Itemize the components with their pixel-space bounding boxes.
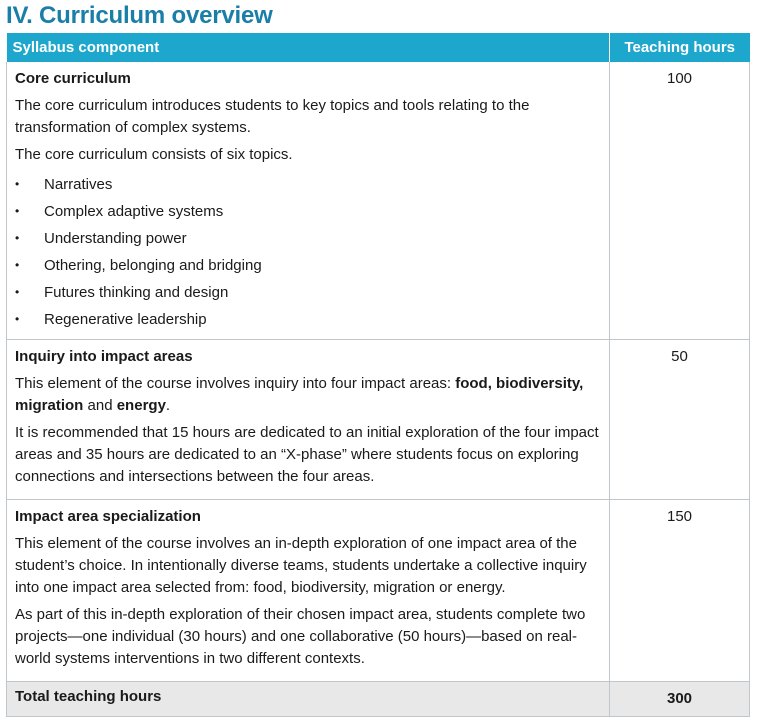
- inquiry-intro: This element of the course involves inquiry into four impact areas: food, biodiversity, migration and energy.: [15, 375, 584, 414]
- inquiry-recommendation: It is recommended that 15 hours are dedicated to an initial exploration of the four impact areas and 35 hours are dedicated to an “X-phase” where students focus on exploring connections and intersections between the four areas.: [15, 424, 599, 485]
- bullet-icon: •: [15, 258, 20, 272]
- bullet-icon: •: [15, 231, 20, 245]
- bullet-icon: •: [15, 312, 20, 326]
- list-item: • Othering, belonging and bridging: [15, 252, 601, 279]
- table-row-specialization: [7, 500, 750, 682]
- specialization-projects: As part of this in-depth exploration of their chosen impact area, students complete two projects—one individual (30 hours) and one collaborative (50 hours)—based on real-world systems interventions in two different contexts.: [15, 606, 586, 667]
- specialization-title: Impact area specialization: [15, 508, 201, 525]
- inquiry-title: Inquiry into impact areas: [15, 348, 193, 365]
- table-row-core-curriculum: [7, 62, 750, 340]
- page-title: IV. Curriculum overview: [6, 2, 273, 29]
- total-label: Total teaching hours: [7, 682, 610, 717]
- specialization-hours: 150: [610, 500, 750, 682]
- core-curriculum-cell: [7, 62, 610, 340]
- bullet-icon: •: [15, 177, 20, 191]
- list-item: • Understanding power: [15, 225, 601, 252]
- list-item: • Complex adaptive systems: [15, 198, 601, 225]
- specialization-intro: This element of the course involves an in-depth exploration of one impact area of the student’s choice. In intentionally diverse teams, students undertake a collective inquiry into one impact area selected from: food, biodiversity, migration or energy.: [15, 535, 587, 596]
- table-row-inquiry: [7, 340, 750, 500]
- core-topics-list: [15, 171, 601, 333]
- bullet-icon: •: [15, 204, 20, 218]
- header-syllabus-component: Syllabus component: [7, 33, 610, 62]
- total-hours: 300: [610, 682, 750, 717]
- core-curriculum-intro: The core curriculum introduces students to key topics and tools relating to the transformation of complex systems.: [15, 97, 530, 136]
- inquiry-hours: 50: [610, 340, 750, 500]
- specialization-cell: [7, 500, 610, 682]
- inquiry-cell: [7, 340, 610, 500]
- impact-area-food-biodiversity: food, biodiversity,: [455, 375, 584, 392]
- core-curriculum-hours: 100: [610, 62, 750, 340]
- table-header-row: [7, 33, 750, 62]
- list-item: • Regenerative leadership: [15, 306, 601, 333]
- core-curriculum-topics-intro: The core curriculum consists of six topics.: [15, 146, 293, 163]
- impact-area-migration: migration: [15, 397, 84, 414]
- curriculum-table: [6, 33, 750, 717]
- header-teaching-hours: Teaching hours: [610, 33, 750, 62]
- list-item: • Futures thinking and design: [15, 279, 601, 306]
- list-item: • Narratives: [15, 171, 601, 198]
- core-curriculum-title: Core curriculum: [15, 70, 131, 87]
- table-row-total: [7, 682, 750, 717]
- impact-area-energy: energy: [116, 397, 166, 414]
- bullet-icon: •: [15, 285, 20, 299]
